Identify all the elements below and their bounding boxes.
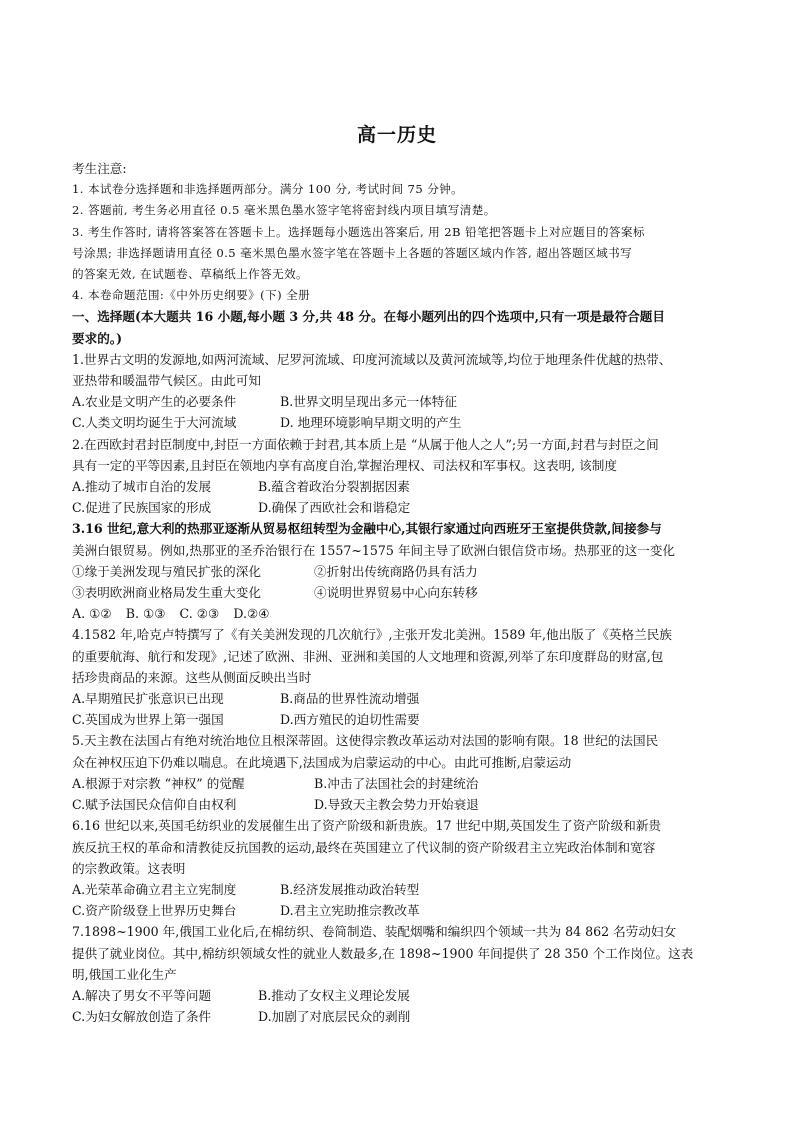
- question-stem: 的宗教政策。这表明: [72, 860, 186, 876]
- question-5: [72, 730, 728, 815]
- option-c: C.资产阶级登上世界历史舞台: [72, 903, 237, 919]
- question-stem: 明,俄国工业化生产: [72, 966, 177, 982]
- option-b: B.商品的世界性流动增强: [280, 691, 420, 707]
- question-7: [72, 921, 728, 1027]
- option-b: B.经济发展推动政治转型: [280, 881, 420, 897]
- question-1: [72, 349, 728, 434]
- question-stem: 的重要航海、航行和发现》,记述了欧洲、非洲、亚洲和美国的人文地理和资源,列举了东印度群岛的财富,包: [72, 648, 664, 664]
- option-a: A.推动了城市自治的发展: [72, 479, 212, 495]
- statement-2: ②折射出传统商路仍具有活力: [314, 563, 478, 579]
- choice-b: B. ①③: [125, 606, 166, 622]
- option-d: D.加剧了对底层民众的剥削: [258, 1009, 411, 1025]
- choice-c: C. ②③: [179, 606, 220, 622]
- question-stem: 众在神权压迫下仍难以喘息。在此境遇下,法国成为启蒙运动的中心。由此可推断,启蒙运动: [72, 754, 572, 770]
- statement-1: ①缘于美洲发现与殖民扩张的深化: [72, 563, 261, 579]
- question-stem: 4.1582 年,哈克卢特撰写了《有关美洲发现的几次航行》,主张开发北美洲。1589 年,他出版了《英格兰民族: [72, 627, 672, 643]
- question-6: [72, 815, 728, 921]
- option-c: C.人类文明均诞生于大河流域: [72, 415, 237, 431]
- statement-4: ④说明世界贸易中心向东转移: [314, 585, 478, 601]
- question-stem: 3.16 世纪,意大利的热那亚逐渐从贸易枢纽转型为金融中心,其银行家通过向西班牙王室提供贷款,间接参与: [72, 521, 662, 537]
- option-b: B.推动了女权主义理论发展: [258, 987, 410, 1003]
- question-stem: 族反抗王权的革命和清教徒反抗国教的运动,最终在英国建立了代议制的资产阶级君主立宪政治体制和宽容: [72, 839, 656, 855]
- question-stem: 美洲白银贸易。例如,热那亚的圣乔治银行在 1557~1575 年间主导了欧洲白银信贷市场。热那亚的这一变化: [72, 542, 676, 558]
- option-d: D.西方殖民的迫切性需要: [280, 712, 420, 728]
- choice-d: D.②④: [233, 606, 270, 622]
- option-a: A.早期殖民扩张意识已出现: [72, 691, 224, 707]
- option-d: D.导致天主教会势力开始衰退: [314, 797, 479, 813]
- question-3: [72, 518, 728, 624]
- choice-a: A. ①②: [72, 606, 112, 622]
- option-d: D.确保了西欧社会和谐稳定: [258, 500, 411, 516]
- page-title: 高一历史: [356, 124, 437, 146]
- notice-item: 1. 本试卷分选择题和非选择题两部分。满分 100 分, 考试时间 75 分钟。: [72, 182, 464, 197]
- option-c: C.赋予法国民众信仰自由权利: [72, 797, 237, 813]
- question-stem: 提供了就业岗位。其中,棉纺织领域女性的就业人数最多,在 1898~1900 年间提供了 28 350 个工作岗位。这表: [72, 945, 694, 961]
- notice-item: 号涂黑; 非选择题请用直径 0.5 毫米黑色墨水签字笔在答题卡上各题的答题区域内作答, 超出答题区域书写: [72, 245, 633, 260]
- statement-3: ③表明欧洲商业格局发生重大变化: [72, 585, 261, 601]
- section-heading: 要求的。): [72, 330, 123, 346]
- option-b: B.世界文明呈现出多元一体特征: [280, 394, 457, 410]
- notice-item: 2. 答题前, 考生务必用直径 0.5 毫米黑色墨水签字笔将密封线内项目填写清楚。: [72, 203, 496, 218]
- question-stem: 2.在西欧封君封臣制度中,封臣一方面依赖于封君,其本质上是 “从属于他人之人”;另一方面,封君与封臣之间: [72, 436, 659, 452]
- question-2: [72, 434, 728, 519]
- option-d: D. 地理环境影响早期文明的产生: [280, 415, 462, 431]
- option-c: C.促进了民族国家的形成: [72, 500, 212, 516]
- question-stem: 5.天主教在法国占有绝对统治地位且根深蒂固。这使得宗教改革运动对法国的影响有限。18 世纪的法国民: [72, 733, 659, 749]
- question-stem: 1.世界古文明的发源地,如两河流域、尼罗河流域、印度河流域以及黄河流域等,均位于地理条件优越的热带、: [72, 351, 672, 367]
- option-d: D.君主立宪助推宗教改革: [280, 903, 420, 919]
- question-stem: 7.1898~1900 年,俄国工业化后,在棉纺织、卷简制造、装配烟嘴和编织四个领域一共为 84 862 名劳动妇女: [72, 924, 677, 940]
- option-c: C.英国成为世界上第一强国: [72, 712, 224, 728]
- option-a: A.农业是文明产生的必要条件: [72, 394, 237, 410]
- question-stem: 括珍贵商品的来源。这些从侧面反映出当时: [72, 669, 312, 685]
- question-stem: 6.16 世纪以来,英国毛纺织业的发展催生出了资产阶级和新贵族。17 世纪中期,英国发生了资产阶级和新贵: [72, 818, 662, 834]
- section-heading: 一、选择题(本大题共 16 小题,每小题 3 分,共 48 分。在每小题列出的四个选项中,只有一项是最符合题目: [72, 309, 665, 325]
- notice-block: [72, 158, 728, 306]
- notice-item: 的答案无效, 在试题卷、草稿纸上作答无效。: [72, 267, 309, 282]
- notice-heading: 考生注意:: [72, 161, 127, 176]
- option-a: A.光荣革命确立君主立宪制度: [72, 881, 237, 897]
- exam-content: [72, 158, 728, 1027]
- option-c: C.为妇女解放创造了条件: [72, 1009, 212, 1025]
- question-stem: 亚热带和暖温带气候区。由此可知: [72, 373, 261, 389]
- question-stem: 具有一定的平等因素,且封臣在领地内享有高度自治,掌握治理权、司法权和军事权。这表明, 该制度: [72, 457, 617, 473]
- option-b: B.蕴含着政治分裂割据因素: [258, 479, 410, 495]
- option-b: B.冲击了法国社会的封建统治: [314, 775, 479, 791]
- notice-item: 3. 考生作答时, 请将答案答在答题卡上。选择题每小题选出答案后, 用 2B 铅笔把答题卡上对应题目的答案标: [72, 224, 645, 239]
- notice-item: 4. 本卷命题范围:《中外历史纲要》(下) 全册: [72, 288, 311, 303]
- option-a: A.根源于对宗教 “神权” 的觉醒: [72, 775, 245, 791]
- option-a: A.解决了男女不平等问题: [72, 987, 212, 1003]
- question-4: [72, 624, 728, 730]
